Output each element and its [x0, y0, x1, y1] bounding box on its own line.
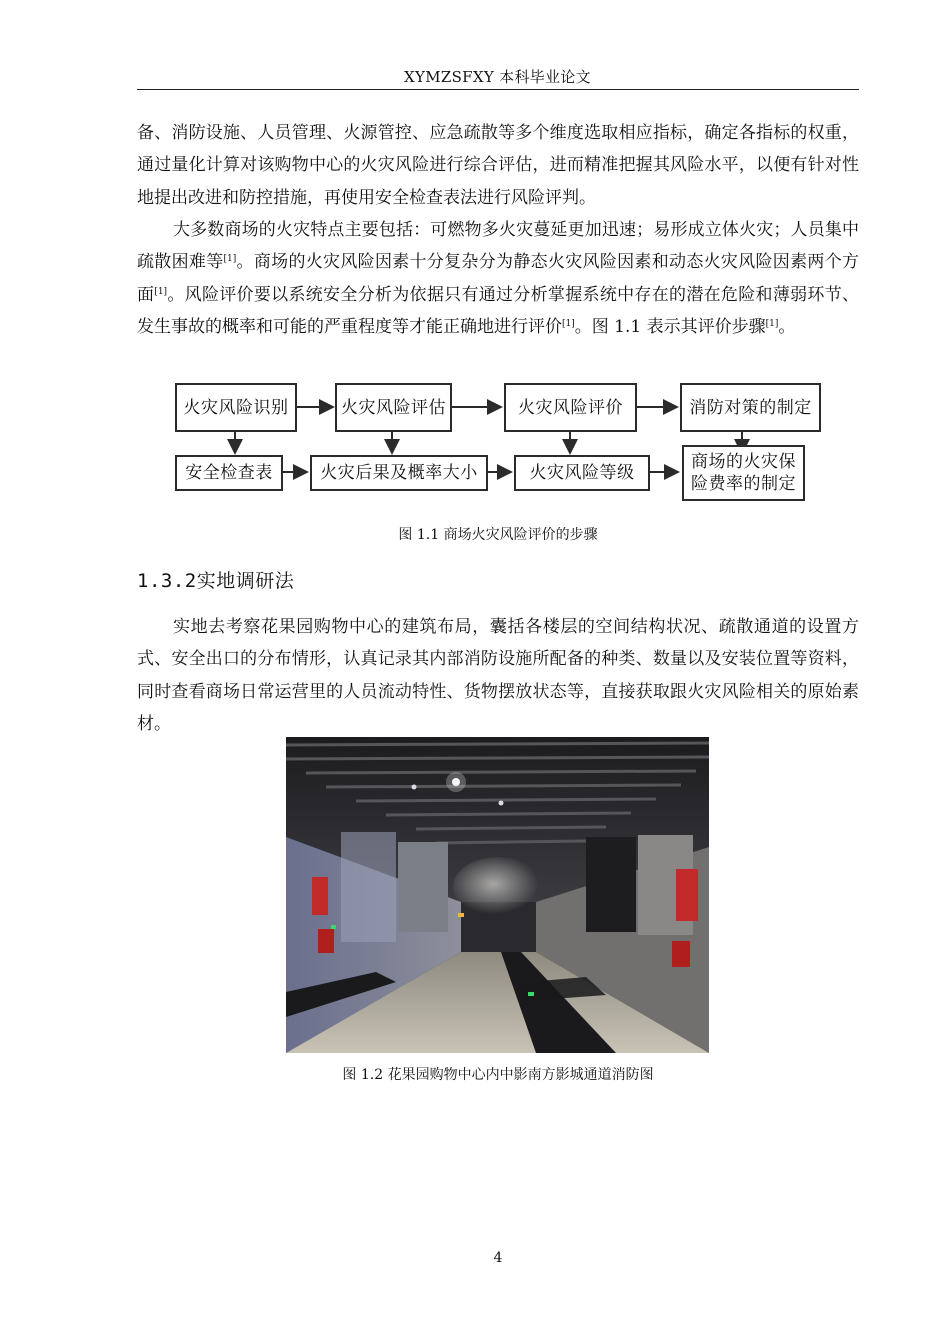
- paragraph-3: 实地去考察花果园购物中心的建筑布局，囊括各楼层的空间结构状况、疏散通道的设置方式、安全出口的分布情形，认真记录其内部消防设施所配备的种类、数量以及安装位置等资料，同时查看商场日常运营里的人员流动特性、货物摆放状态等，直接获取跟火灾风险相关的原始素材。: [137, 617, 859, 735]
- flow-step-countermeasures: 消防对策的制定: [680, 383, 821, 432]
- mall-corridor-photo: [286, 737, 709, 1053]
- corridor-photo-illustration: [286, 737, 709, 1053]
- p2-sentence-2: 。商场的火灾风险因素十分复杂分为静态火灾风险因素和动态火灾风险因素两个方面: [137, 252, 860, 305]
- citation: [1]: [765, 319, 779, 330]
- risk-assessment-flowchart: [175, 383, 821, 501]
- p2-sentence-3: 。风险评价要以系统安全分析为依据只有通过分析掌握系统中存在的潜在危险和薄弱环节、发生事故的概率和可能的严重程度等才能正确地进行评价: [137, 284, 860, 338]
- flow-step-insurance-rate-line-1: 商场的火灾保: [691, 452, 796, 472]
- page-number: 4: [493, 1250, 503, 1266]
- paragraph-1: 备、消防设施、人员管理、火源管控、应急疏散等多个维度选取相应指标，确定各指标的权重，通过量化计算对该购物中心的火灾风险进行综合评估，进而精准把握其风险水平，以便有针对性地提出改进和防控措施，再使用安全检查表法进行风险评判。: [137, 123, 859, 208]
- flow-step-insurance-rate: [682, 445, 805, 501]
- citation: [1]: [562, 319, 575, 330]
- section-heading: 1.3.2实地调研法: [137, 570, 295, 592]
- p2-sentence-1: 大多数商场的火灾特点主要包括：可燃物多火灾蔓延更加迅速；易形成立体火灾；人员集中疏散困难等: [137, 220, 859, 273]
- citation: [1]: [223, 254, 237, 265]
- flow-step-risk-grade: 火灾风险等级: [514, 455, 650, 491]
- flow-step-insurance-rate-line-2: 险费率的制定: [691, 474, 796, 494]
- flow-step-risk-estimation: 火灾风险评估: [335, 383, 452, 432]
- figure-1-1-caption: 图 1.1 商场火灾风险评价的步骤: [398, 527, 598, 543]
- running-header: XYMZSFXY 本科毕业论文: [404, 68, 591, 86]
- flow-step-consequence-probability: 火灾后果及概率大小: [310, 455, 488, 491]
- p2-sentence-5: 。: [778, 317, 796, 338]
- flow-step-risk-evaluation: 火灾风险评价: [504, 383, 637, 432]
- flow-step-risk-identification: 火灾风险识别: [175, 383, 297, 432]
- header-rule: [137, 89, 859, 90]
- figure-1-2-caption: 图 1.2 花果园购物中心内中影南方影城通道消防图: [342, 1067, 654, 1083]
- p2-sentence-4: 。图 1.1 表示其评价步骤: [574, 317, 766, 338]
- flow-step-safety-checklist: 安全检查表: [175, 455, 283, 491]
- citation: [1]: [154, 286, 168, 297]
- paragraph-2: [137, 214, 859, 344]
